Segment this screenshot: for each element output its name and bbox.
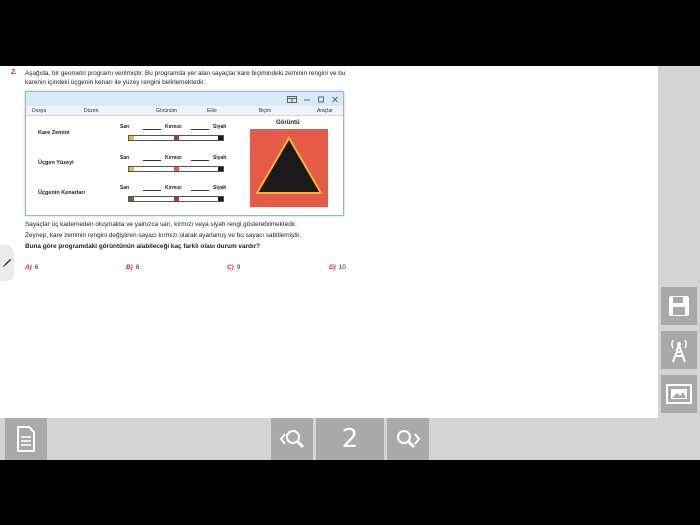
slider-end-black — [218, 136, 223, 140]
slider-end-black — [218, 197, 223, 201]
row3-left-label: Sarı — [120, 185, 130, 191]
row-label-ucgenin-kenarlari: Üçgenin Kenarları — [38, 190, 86, 196]
paragraph-1: Sayaçlar üç kademeden oluşmakta ve yalnızca sarı, kırmızı veya siyah rengi gösterebilmektedir. — [25, 221, 297, 228]
image-icon — [666, 383, 692, 405]
option-letter: C) — [227, 264, 234, 271]
broadcast-button[interactable] — [661, 331, 697, 369]
row3-middle-label: Kırmızı — [165, 185, 182, 191]
document-icon — [16, 426, 36, 452]
maximize-icon[interactable] — [317, 96, 325, 103]
save-button[interactable] — [661, 287, 697, 325]
slider-knob[interactable] — [174, 167, 179, 171]
menu-gorunum[interactable]: Görünüm — [156, 107, 177, 114]
menu-bicim[interactable]: Biçim — [259, 107, 272, 114]
image-button[interactable] — [661, 375, 697, 413]
option-letter: D) — [329, 264, 336, 271]
slider-end-yellow — [129, 167, 134, 171]
slider-end-yellow — [129, 197, 134, 201]
minimize-icon[interactable] — [303, 96, 311, 103]
option-letter: B) — [126, 264, 133, 271]
option-d[interactable] — [329, 264, 346, 271]
pen-icon — [2, 258, 12, 268]
close-icon[interactable] — [331, 96, 339, 103]
page-number: 2 — [341, 424, 359, 454]
question-number: 2. — [11, 69, 17, 76]
slider-knob[interactable] — [174, 197, 179, 201]
row3-right-arrow — [191, 190, 209, 191]
option-letter: A) — [25, 264, 32, 271]
row1-left-arrow — [143, 129, 161, 130]
option-value: 10 — [338, 264, 346, 271]
triangle-shape — [250, 129, 328, 207]
antenna-icon — [667, 337, 691, 363]
row1-left-label: Sarı — [120, 124, 130, 130]
page-number-display[interactable] — [316, 418, 384, 460]
layout-icon — [287, 96, 297, 103]
row2-right-label: Siyah — [213, 155, 227, 161]
paragraph-3: Buna göre programdaki görüntünün alabileceği kaç farklı olası durum vardır? — [25, 243, 261, 250]
save-icon — [667, 294, 691, 318]
option-value: 8 — [135, 264, 140, 271]
row2-slider[interactable] — [128, 166, 224, 172]
zoom-next-icon — [394, 428, 422, 450]
menubar — [26, 106, 343, 116]
menu-dosya[interactable]: Dosya — [32, 107, 47, 114]
paragraph-2: Zeynep, kare zeminin rengini değiştiren sayacı kırmızı olarak ayarlamış ve bu sayacı sabitlemiştir. — [25, 232, 301, 239]
row2-left-label: Sarı — [120, 155, 130, 161]
option-value: 9 — [236, 264, 241, 271]
row1-middle-label: Kırmızı — [165, 124, 182, 130]
menu-ekle[interactable]: Ekle — [207, 107, 217, 114]
row2-left-arrow — [143, 160, 161, 161]
option-b[interactable] — [126, 264, 139, 271]
slider-knob[interactable] — [174, 136, 179, 140]
zoom-previous-icon — [278, 428, 306, 450]
row-label-ucgen-yuzeyi: Üçgen Yüzeyi — [38, 160, 74, 166]
prev-search-button[interactable] — [271, 418, 313, 460]
window-titlebar — [26, 92, 343, 106]
next-search-button[interactable] — [387, 418, 429, 460]
row2-right-arrow — [191, 160, 209, 161]
slider-end-yellow — [129, 136, 134, 140]
row1-right-label: Siyah — [213, 124, 227, 130]
option-value: 6 — [34, 264, 39, 271]
row3-left-arrow — [143, 190, 161, 191]
option-c[interactable] — [227, 264, 240, 271]
preview-label: Görüntü — [276, 120, 300, 126]
row-label-kare-zemini: Kare Zemini — [38, 130, 70, 136]
notes-button[interactable] — [5, 418, 47, 460]
question-text: Aşağıda, bir geometri programı verilmiştir. Bu programda yer alan sayaçlar kare biçimindeki zeminin rengini ve bu karenin içindeki üçgenin kenarı ile yüzey rengini belirlemektedir. — [25, 70, 346, 86]
tools-tab[interactable] — [0, 245, 14, 281]
menu-duzen[interactable]: Düzen — [84, 107, 99, 114]
row1-right-arrow — [191, 129, 209, 130]
preview-square — [250, 129, 328, 207]
row2-middle-label: Kırmızı — [165, 155, 182, 161]
row3-right-label: Siyah — [213, 185, 227, 191]
menu-araclar[interactable]: Araçlar — [317, 107, 333, 114]
row3-slider[interactable] — [128, 196, 224, 202]
row1-slider[interactable] — [128, 135, 224, 141]
slider-end-black — [218, 167, 223, 171]
option-a[interactable] — [25, 264, 38, 271]
